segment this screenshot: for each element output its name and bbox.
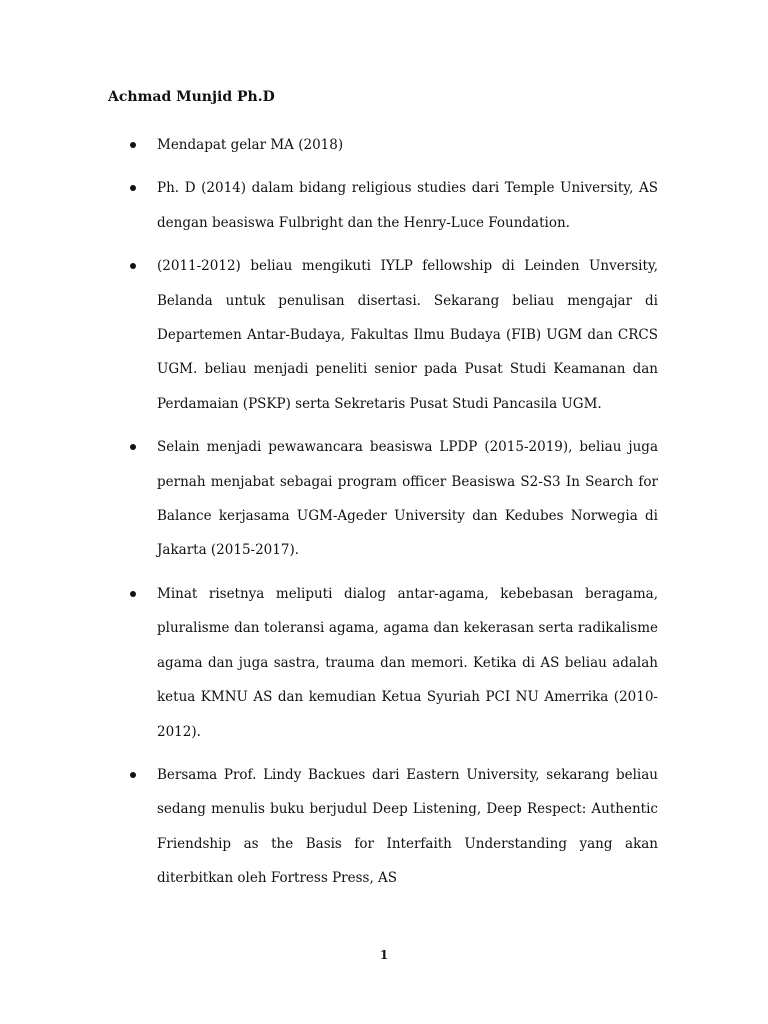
list-item-text: Minat risetnya meliputi dialog antar-agama, kebebasan beragama, pluralisme dan toleransi agama, agama dan kekerasan serta radikalisme agama dan juga sastra, trauma dan memori. Ketika di AS beliau adalah ketua KMNU AS dan kemudian Ketua Syuriah PCI NU Amerrika (2010-2012). — [157, 585, 658, 740]
list-item — [108, 171, 658, 240]
bullet-icon — [130, 772, 136, 778]
list-item-text: Bersama Prof. Lindy Backues dari Eastern University, sekarang beliau sedang menulis buku berjudul Deep Listening, Deep Respect: Authentic Friendship as the Basis for Interfaith Understanding yang akan diterbitkan oleh Fortress Press, AS — [157, 766, 658, 887]
bullet-icon — [130, 444, 136, 450]
list-item — [108, 577, 658, 749]
list-item — [108, 128, 658, 162]
list-item — [108, 249, 658, 421]
list-item-text: Mendapat gelar MA (2018) — [157, 137, 344, 153]
list-item — [108, 430, 658, 568]
bullet-icon — [130, 591, 136, 597]
bullet-icon — [130, 142, 136, 148]
list-item-text: Ph. D (2014) dalam bidang religious studies dari Temple University, AS dengan beasiswa Fulbright dan the Henry-Luce Foundation. — [157, 180, 658, 231]
bullet-icon — [130, 185, 136, 191]
bullet-icon — [130, 263, 136, 269]
list-item-text: (2011-2012) beliau mengikuti IYLP fellowship di Leinden Unversity, Belanda untuk penulisan disertasi. Sekarang beliau mengajar di Departemen Antar-Budaya, Fakultas Ilmu Budaya (FIB) UGM dan CRCS UGM. beliau menjadi peneliti senior pada Pusat Studi Keamanan dan Perdamaian (PSKP) serta Sekretaris Pusat Studi Pancasila UGM. — [157, 258, 658, 412]
bullet-list — [108, 128, 658, 905]
document-title: Achmad Munjid Ph.D — [108, 89, 275, 105]
list-item — [108, 758, 658, 896]
page-number: 1 — [379, 948, 389, 962]
list-item-text: Selain menjadi pewawancara beasiswa LPDP (2015-2019), beliau juga pernah menjabat sebagai program officer Beasiswa S2-S3 In Search for Balance kerjasama UGM-Ageder University dan Kedubes Norwegia di Jakarta (2015-2017). — [157, 439, 658, 559]
